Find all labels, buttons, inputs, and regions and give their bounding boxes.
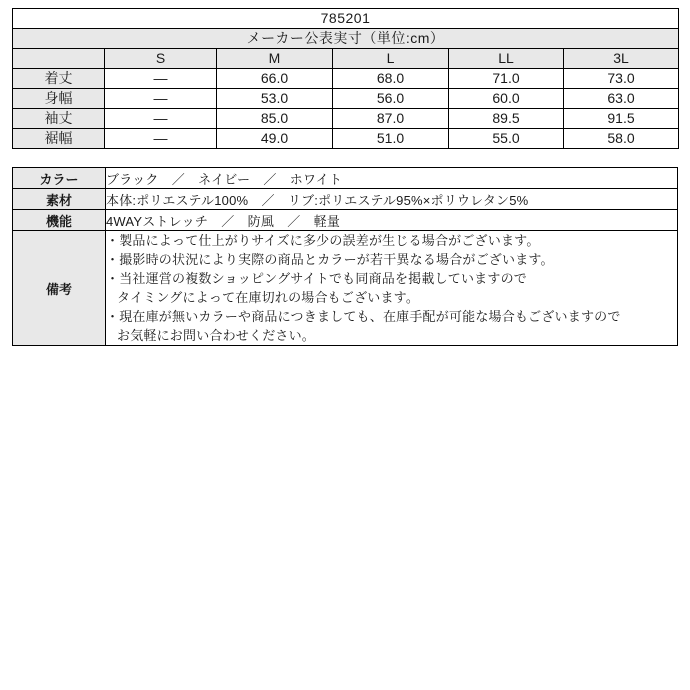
spec-label-remarks: 備考 [13, 231, 106, 346]
size-table-subtitle-row [13, 29, 679, 49]
spec-label-function: 機能 [13, 210, 106, 231]
size-header-blank [13, 49, 105, 69]
size-header-s: S [105, 49, 217, 69]
row-label-yukitake: 袖丈 [13, 109, 105, 129]
spec-value-color: ブラック ／ ネイビー ／ ホワイト [106, 168, 678, 189]
mihaba-3l: 63.0 [564, 89, 679, 109]
mihaba-ll: 60.0 [449, 89, 564, 109]
table-row [13, 129, 679, 149]
yukitake-l: 87.0 [333, 109, 449, 129]
row-label-kitake: 着丈 [13, 69, 105, 89]
remarks-line: お気軽にお問い合わせください。 [117, 328, 316, 343]
remarks-line: ・現在庫が無いカラーや商品につきましても、在庫手配が可能な場合もございますので [106, 309, 621, 324]
yukitake-m: 85.0 [217, 109, 333, 129]
size-table [12, 8, 679, 149]
size-header-l: L [333, 49, 449, 69]
susohaba-ll: 55.0 [449, 129, 564, 149]
remarks-line: ・当社運営の複数ショッピングサイトでも同商品を掲載していますので [106, 271, 527, 286]
size-header-m: M [217, 49, 333, 69]
table-row [13, 69, 679, 89]
table-spacer [12, 149, 678, 167]
remarks-line: タイミングによって在庫切れの場合もございます。 [117, 290, 420, 305]
size-table-subtitle: メーカー公表実寸（単位:cm） [13, 29, 679, 49]
susohaba-s: — [105, 129, 217, 149]
spec-label-material: 素材 [13, 189, 106, 210]
table-row [13, 109, 679, 129]
size-header-row [13, 49, 679, 69]
spec-row-material [13, 189, 678, 210]
kitake-m: 66.0 [217, 69, 333, 89]
susohaba-m: 49.0 [217, 129, 333, 149]
yukitake-ll: 89.5 [449, 109, 564, 129]
spec-label-color: カラー [13, 168, 106, 189]
remarks-line: ・撮影時の状況により実際の商品とカラーが若干異なる場合がございます。 [106, 252, 554, 267]
spec-row-function [13, 210, 678, 231]
spec-value-material: 本体:ポリエステル100% ／ リブ:ポリエステル95%×ポリウレタン5% [106, 189, 678, 210]
spec-value-remarks [106, 231, 678, 346]
remarks-line: ・製品によって仕上がりサイズに多少の誤差が生じる場合がございます。 [106, 233, 540, 248]
row-label-susohaba: 裾幅 [13, 129, 105, 149]
yukitake-3l: 91.5 [564, 109, 679, 129]
size-header-3l: 3L [564, 49, 679, 69]
size-header-ll: LL [449, 49, 564, 69]
spec-value-function: 4WAYストレッチ ／ 防風 ／ 軽量 [106, 210, 678, 231]
kitake-3l: 73.0 [564, 69, 679, 89]
kitake-s: — [105, 69, 217, 89]
susohaba-l: 51.0 [333, 129, 449, 149]
mihaba-s: — [105, 89, 217, 109]
kitake-ll: 71.0 [449, 69, 564, 89]
table-row [13, 89, 679, 109]
susohaba-3l: 58.0 [564, 129, 679, 149]
mihaba-l: 56.0 [333, 89, 449, 109]
spec-row-remarks [13, 231, 678, 346]
row-label-mihaba: 身幅 [13, 89, 105, 109]
spec-table [12, 167, 678, 346]
yukitake-s: — [105, 109, 217, 129]
kitake-l: 68.0 [333, 69, 449, 89]
product-code: 785201 [13, 9, 679, 29]
mihaba-m: 53.0 [217, 89, 333, 109]
product-code-row [13, 9, 679, 29]
spec-row-color [13, 168, 678, 189]
